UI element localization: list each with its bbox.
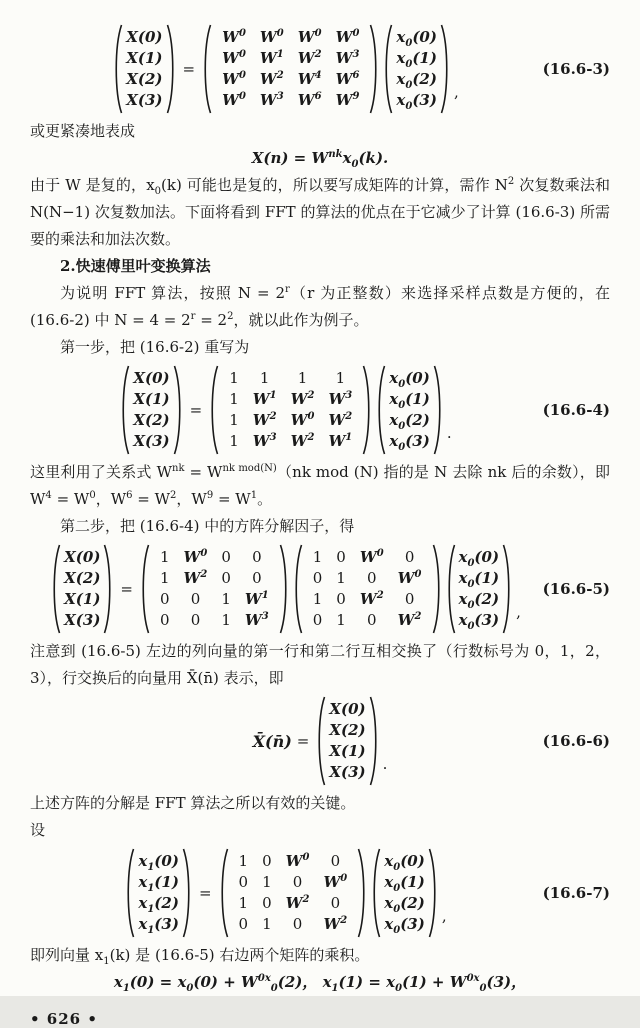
matrix-entry: $W^2$ [328, 411, 353, 429]
matrix-entry: $W^9$ [335, 91, 360, 109]
matrix-entry: 1 [297, 369, 308, 387]
vector-entry: $x_0(0)$ [458, 548, 500, 569]
paren-left-icon [208, 364, 219, 456]
matrix-entry: $W^2$ [359, 590, 384, 608]
vector-entry: X(2) [126, 70, 163, 88]
vector-entry: $x_1(2)$ [138, 894, 179, 915]
paren-left-icon [375, 364, 386, 456]
matrix-entry: 0 [190, 590, 201, 608]
matrix-entry: $W^6$ [335, 70, 360, 88]
vector-entries [381, 851, 428, 935]
vector-entry: X(3) [126, 91, 163, 109]
paren-left-icon [370, 847, 381, 939]
vector-entry: $x_0(2)$ [396, 70, 437, 91]
matrix-entry: 0 [292, 873, 303, 891]
matrix-entry: $W^1$ [252, 390, 277, 408]
equation-suffix: , [453, 83, 459, 101]
vector-entry: X(2) [133, 411, 170, 429]
paren-left-icon [218, 847, 229, 939]
paren-right-icon [428, 847, 439, 939]
matrix-entry: 1 [160, 548, 170, 566]
vector-entry: X(3) [329, 763, 366, 781]
vector-entries [135, 851, 182, 935]
matrix-entry: 0 [252, 569, 262, 587]
matrix-entry: 1 [336, 611, 346, 629]
matrix-entry: 0 [404, 548, 415, 566]
paren-left-icon [382, 23, 393, 115]
vector-entry: X(3) [64, 611, 101, 629]
matrix-entry: 0 [160, 611, 170, 629]
paren-right-icon [357, 847, 368, 939]
equation-label: (16.6-5) [542, 580, 610, 598]
matrix-entry: 0 [252, 548, 262, 566]
equation-16-6-5 [30, 543, 610, 635]
paren-left-icon [315, 695, 326, 787]
matrix-entry: 1 [259, 369, 270, 387]
matrix-entry: 0 [238, 873, 249, 891]
matrix-entry: $W^2$ [183, 569, 208, 587]
vector-entry: X(0) [64, 548, 101, 566]
equation-16-6-6 [30, 695, 610, 787]
paren-right-icon [103, 543, 114, 635]
vector-entry: $x_0(1)$ [389, 390, 430, 411]
vector-entry: $x_0(3)$ [396, 91, 437, 112]
matrix-entry: $W^0$ [259, 28, 284, 46]
vector-entry: X(2) [64, 569, 101, 587]
matrix-entries [303, 547, 432, 631]
matrix [208, 364, 373, 456]
equation-label: (16.6-4) [542, 401, 610, 419]
matrix [201, 23, 380, 115]
matrix-entry: $W^0$ [290, 411, 315, 429]
vector-entry: $x_0(0)$ [389, 369, 430, 390]
equation-16-6-7 [30, 847, 610, 939]
paren-right-icon [279, 543, 290, 635]
equation-compact-form: $X(n) = W^{nk}x_0(k)$. [251, 149, 389, 170]
paren-left-icon [201, 23, 212, 115]
paragraph-matrix-product: 即列向量 $x_1(k)$ 是 (16.6-5) 右边两个矩阵的乘积。 [30, 946, 370, 967]
matrix-entry: $W^2$ [252, 411, 277, 429]
vector-entry: $x_0(2)$ [389, 411, 430, 432]
vector-entry: X(2) [329, 721, 366, 739]
paren-left-icon [445, 543, 456, 635]
paren-right-icon [433, 364, 444, 456]
equation-butterfly: $x_1(0) = x_0(0) + W^{0x}_0(2)$， $x_1(1) = x_0(1) + W^{0x}_0(3)$， [113, 973, 527, 994]
vector-entry: $x_0(2)$ [384, 894, 425, 915]
vector-entry: X(0) [133, 369, 170, 387]
matrix-entry: $W^4$ [297, 70, 322, 88]
vector-entry: $x_0(0)$ [396, 28, 437, 49]
matrix-entries [150, 547, 279, 631]
matrix-entry: 0 [336, 590, 346, 608]
vector-entry: X(0) [329, 700, 366, 718]
paren-left-icon [50, 543, 61, 635]
matrix-entry: $W^0$ [222, 28, 246, 46]
column-vector [112, 23, 176, 115]
matrix-entry: $W^0$ [285, 852, 310, 870]
matrix [292, 543, 443, 635]
matrix-entry: 1 [229, 411, 239, 429]
paren-right-icon [173, 364, 184, 456]
paragraph-row-swap: 注意到 (16.6-5) 左边的列向量的第一行和第二行互相交换了（行数标号为 0，1，2，3），行交换后的向量用 X̄(n̄) 表示，即 [30, 642, 610, 687]
matrix-entry: $W^3$ [244, 611, 269, 629]
matrix-entries [219, 368, 362, 452]
equation-suffix: . [382, 755, 388, 773]
matrix-entry: $W^3$ [252, 432, 277, 450]
paragraph-mod-relation: 这里利用了关系式 $W^{nk} = W^{nk mod(N)}(nk$ mod (N) 指的是 N 去除 nk 后的余数），即 $W^4 = W^0$，$W^6 = W^2$，$W^9 = W^1$。 [30, 463, 610, 508]
matrix-entry: 1 [221, 590, 231, 608]
vector-entry: $x_0(3)$ [384, 915, 425, 936]
equation-body [49, 543, 521, 635]
vector-entries [393, 27, 440, 111]
vector-entries [123, 27, 165, 111]
matrix-entry: $W^2$ [259, 70, 284, 88]
matrix-entry: 1 [262, 873, 272, 891]
matrix-entry: 1 [229, 390, 239, 408]
matrix-entry: 1 [312, 590, 323, 608]
paren-right-icon [182, 847, 193, 939]
equals-sign: = [296, 732, 310, 750]
matrix-entry: 0 [262, 894, 272, 912]
vector-entry: $x_1(0)$ [138, 852, 179, 873]
equation-16-6-4 [30, 364, 610, 456]
column-vector [370, 847, 439, 939]
matrix-entry: 0 [312, 569, 323, 587]
matrix-entry: 1 [335, 369, 346, 387]
matrix-entry: 1 [221, 611, 231, 629]
column-vector [124, 847, 193, 939]
paren-right-icon [432, 543, 443, 635]
matrix [139, 543, 290, 635]
matrix-entry: 1 [160, 569, 170, 587]
matrix-entry: $W^1$ [328, 432, 353, 450]
matrix-entry: $W^6$ [297, 91, 322, 109]
column-vector [445, 543, 514, 635]
section-heading-fft-algorithm: 2.快速傅里叶变换算法 [60, 257, 211, 275]
paren-left-icon [292, 543, 303, 635]
vector-entry: $x_0(3)$ [458, 611, 500, 632]
vector-entries [386, 368, 433, 452]
matrix-entry: $W^2$ [297, 49, 322, 67]
vector-entry: $x_1(1)$ [138, 873, 179, 894]
matrix-entry: 0 [160, 590, 170, 608]
matrix-entry: 0 [312, 611, 323, 629]
paren-left-icon [139, 543, 150, 635]
vector-entries [456, 547, 503, 631]
matrix-entry: 0 [238, 915, 249, 933]
equation-16-6-3 [30, 23, 610, 115]
equals-sign: = [189, 401, 203, 419]
equation-suffix: , [441, 907, 447, 925]
matrix-entry: $W^0$ [335, 28, 360, 46]
matrix-entry: 0 [404, 590, 415, 608]
vector-entry: X(0) [126, 28, 163, 46]
paragraph-let: 设 [30, 821, 46, 839]
matrix-entry: $W^2$ [397, 611, 422, 629]
column-vector [382, 23, 451, 115]
equation-body [118, 364, 451, 456]
matrix-entry: $W^1$ [244, 590, 269, 608]
matrix-entry: 0 [292, 915, 303, 933]
matrix-entry: $W^3$ [328, 390, 353, 408]
matrix-entry: 0 [330, 852, 341, 870]
matrix-entries [229, 851, 358, 935]
matrix-entry: 1 [262, 915, 272, 933]
matrix-entry: $W^0$ [323, 873, 348, 891]
paragraph-fft-intro: 为说明 FFT 算法，按照 $N = 2^r(r$ 为正整数）来选择采样点数是方便的，在 (16.6-2) 中 $N = 4 = 2^r = 2^2$，就以此作为例子。 [30, 284, 610, 329]
equation-label: (16.6-7) [542, 884, 610, 902]
paren-right-icon [362, 364, 373, 456]
equation-body [253, 695, 388, 787]
vector-entry: X(3) [133, 432, 170, 450]
matrix-entry: 1 [336, 569, 346, 587]
lhs-symbol: X̄(n̄) [252, 731, 292, 751]
equation-suffix: . [446, 424, 452, 442]
vector-entries [130, 368, 172, 452]
matrix-entry: $W^0$ [359, 548, 384, 566]
column-vector [375, 364, 444, 456]
vector-entry: $x_0(1)$ [384, 873, 425, 894]
vector-entry: $x_1(3)$ [138, 915, 179, 936]
paren-right-icon [369, 23, 380, 115]
equation-body [111, 23, 459, 115]
equation-label: (16.6-6) [542, 732, 610, 750]
paren-right-icon [440, 23, 451, 115]
equals-sign: = [182, 60, 196, 78]
matrix-entry: 0 [336, 548, 346, 566]
paren-right-icon [502, 543, 513, 635]
paragraph-complexity: 由于 W 是复的，$x_0(k)$ 可能也是复的，所以要写成矩阵的计算，需作 $N^2$ 次复数乘法和 N(N−1) 次复数加法。下面将看到 FFT 的算法的优点在于它减少了计算 (16.6-3) 所需要的乘法和加法次数。 [30, 176, 610, 248]
matrix-entry: 1 [312, 548, 323, 566]
matrix-entry: 0 [190, 611, 201, 629]
equation-body [123, 847, 446, 939]
paren-left-icon [119, 364, 130, 456]
matrix-entry: 1 [229, 432, 239, 450]
matrix-entry: 1 [238, 894, 249, 912]
matrix-entry: $W^2$ [290, 432, 315, 450]
matrix-entry: 0 [221, 569, 231, 587]
paragraph-step2: 第二步，把 (16.6-4) 中的方阵分解因子，得 [60, 517, 355, 535]
equation-suffix: , [516, 603, 521, 621]
matrix [218, 847, 369, 939]
paragraph-compact-intro: 或更紧凑地表成 [30, 122, 136, 140]
vector-entry: $x_0(1)$ [458, 569, 500, 590]
matrix-entry: $W^0$ [222, 91, 246, 109]
matrix-entry: $W^0$ [297, 28, 322, 46]
matrix-entry: $W^0$ [222, 70, 246, 88]
equation-label: (16.6-3) [542, 60, 610, 78]
matrix-entry: $W^3$ [335, 49, 360, 67]
paren-right-icon [369, 695, 380, 787]
paragraph-step1: 第一步，把 (16.6-2) 重写为 [60, 338, 250, 356]
matrix-entry: 0 [366, 611, 377, 629]
vector-entry: $x_0(1)$ [396, 49, 437, 70]
matrix-entry: $W^2$ [285, 894, 310, 912]
matrix-entry: 0 [366, 569, 377, 587]
matrix-entry: 0 [330, 894, 341, 912]
matrix-entry: $W^3$ [259, 91, 284, 109]
matrix-entry: $W^2$ [290, 390, 315, 408]
matrix-entry: 0 [221, 548, 231, 566]
matrix-entry: 1 [238, 852, 249, 870]
paragraph-key-point: 上述方阵的分解是 FFT 算法之所以有效的关键。 [30, 794, 356, 812]
matrix-entry: $W^0$ [222, 49, 246, 67]
vector-entries [326, 699, 368, 783]
matrix-entry: $W^0$ [397, 569, 422, 587]
matrix-entries [212, 27, 369, 111]
equals-sign: = [198, 884, 212, 902]
matrix-entry: 0 [262, 852, 272, 870]
page-number: • 626 • [30, 1010, 98, 1028]
vector-entries [61, 547, 103, 631]
matrix-entry: $W^2$ [323, 915, 348, 933]
vector-entry: $x_0(2)$ [458, 590, 500, 611]
vector-entry: $x_0(3)$ [389, 432, 430, 453]
column-vector [119, 364, 183, 456]
paren-left-icon [124, 847, 135, 939]
matrix-entry: $W^0$ [183, 548, 208, 566]
vector-entry: X(1) [64, 590, 101, 608]
vector-entry: $x_0(0)$ [384, 852, 425, 873]
vector-entry: X(1) [329, 742, 366, 760]
vector-entry: X(1) [126, 49, 163, 67]
vector-entry: X(1) [133, 390, 170, 408]
matrix-entry: 1 [229, 369, 239, 387]
column-vector [50, 543, 114, 635]
column-vector [315, 695, 379, 787]
paren-right-icon [166, 23, 177, 115]
equals-sign: = [120, 580, 133, 598]
matrix-entry: $W^1$ [259, 49, 284, 67]
paren-left-icon [112, 23, 123, 115]
